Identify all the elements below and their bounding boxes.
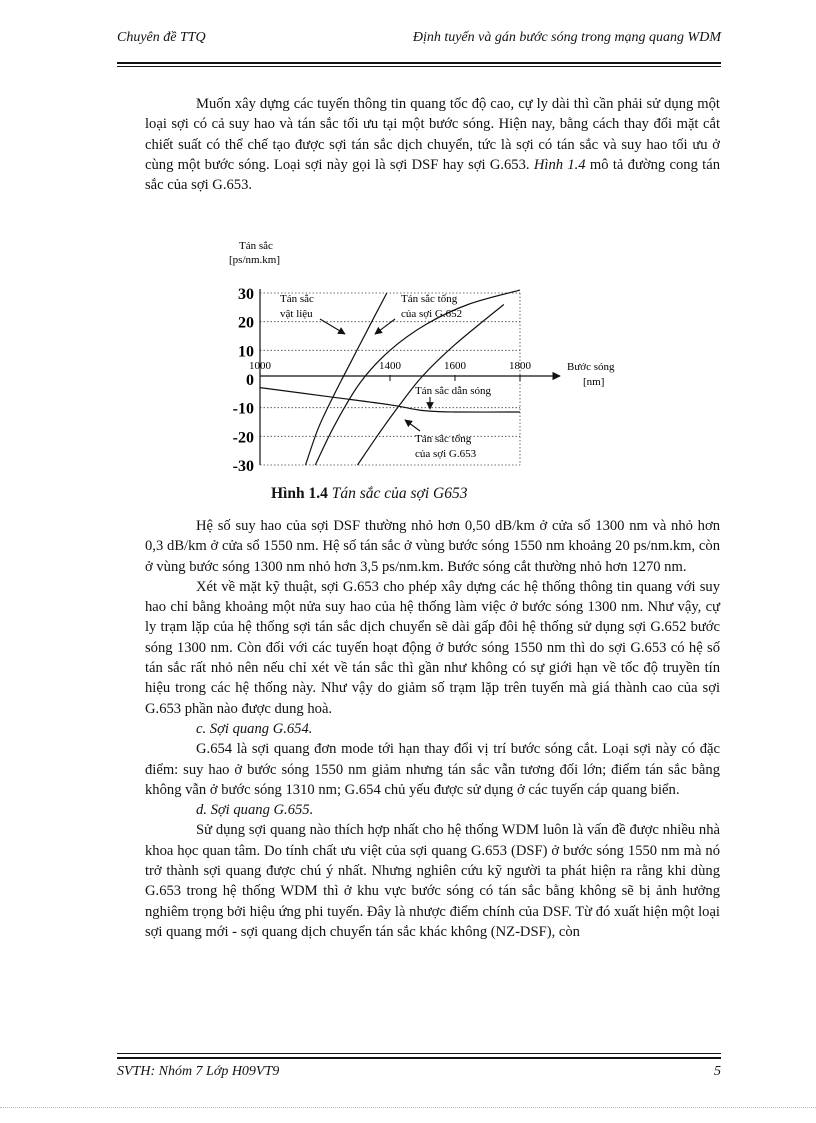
y-axis-unit: [ps/nm.km] bbox=[229, 254, 281, 266]
intro-text bbox=[145, 94, 720, 195]
y-axis-label: Tán sắc bbox=[239, 240, 273, 252]
paragraph: Sử dụng sợi quang nào thích hợp nhất cho hệ thống WDM luôn là vấn đề được nhiều nhà khoa học quan tâm. Do tính chất ưu việt của sợi quang G.653 (DSF) ở bước sóng 1550 nm mà nó trở thành sợi quang được chú ý nhất. Nhưng nghiên cứu kỹ người ta phát hiện ra rằng khi dùng G.653 trong hệ thống WDM thì ở khu vực bước sóng có tán sắc bằng không sẽ bị ảnh hưởng nghiêm trọng bởi hiệu ứng phi tuyến. Đây là nhược điểm chính của DSF. Từ đó xuất hiện một loại sợi quang mới - sợi quang dịch chuyển tán sắc khác không (NZ-DSF), còn bbox=[145, 822, 720, 940]
x-tick-label: 1600 bbox=[444, 360, 466, 372]
caption-text: Tán sắc của sợi G653 bbox=[331, 485, 468, 502]
annotation-waveguide: Tán sắc dẫn sóng bbox=[415, 385, 492, 397]
footer-left: SVTH: Nhóm 7 Lớp H09VT9 bbox=[117, 1064, 280, 1079]
footer-rule-thin bbox=[117, 1053, 721, 1054]
arrow-g652 bbox=[375, 319, 395, 334]
body-text bbox=[145, 516, 720, 942]
y-tick-label: -20 bbox=[232, 429, 254, 447]
annotation-g653-2: của sợi G.653 bbox=[415, 448, 477, 460]
y-tick-label: 10 bbox=[238, 343, 254, 361]
page-edge bbox=[0, 1107, 816, 1108]
annotation-material-2: vật liệu bbox=[280, 308, 313, 320]
dispersion-chart bbox=[225, 237, 625, 472]
caption-label: Hình 1.4 bbox=[271, 485, 332, 502]
figure-caption bbox=[271, 485, 467, 503]
x-tick-label: 1800 bbox=[509, 360, 531, 372]
chart-svg bbox=[225, 237, 625, 472]
annotation-g652-2: của sợi G.652 bbox=[401, 308, 463, 320]
arrow-material bbox=[320, 319, 345, 334]
paragraph: Xét về mặt kỹ thuật, sợi G.653 cho phép xây dựng các hệ thống thông tin quang với suy hao chỉ bằng khoảng một nửa suy hao của hệ thống làm việc ở bước sóng 1300 nm. Như vậy, cự ly trạm lặp của hệ thống sợi tán sắc dịch chuyển sẽ dài gấp đôi hệ thống sử dụng sợi G.652 bước sóng 1300 nm. Còn đối với các tuyến hoạt động ở bước sóng 1550 nm thì do sợi G.653 có hệ số tán sắc rất nhỏ nên nếu chỉ xét về tán sắc thì gần như không có sự giới hạn về tốc độ truyền tín hiệu trong các hệ thống này. Như vậy do giảm số trạm lặp trên tuyến mà giá thành cao của sợi G.653 phần nào được dung hoà. bbox=[145, 578, 720, 717]
annotation-g653-1: Tán sắc tổng bbox=[415, 433, 472, 445]
header-left: Chuyên đề TTQ bbox=[117, 30, 206, 45]
y-tick-label: -10 bbox=[232, 400, 254, 418]
x-axis-unit: [nm] bbox=[583, 376, 605, 388]
figure-reference: Hình 1.4 bbox=[533, 156, 586, 173]
paragraph: Muốn xây dựng các tuyến thông tin quang tốc độ cao, cự ly dài thì cần phải sử dụng một loại sợi có cả suy hao và tán sắc tối ưu tại một bước sóng. Hiện nay, bằng cách thay đổi mặt cắt chiết suất có thể chế tạo được sợi tán sắc dịch chuyển, tức là sợi có tán sắc và suy hao tối ưu ở cùng một bước sóng. Loại sợi này gọi là sợi DSF hay sợi G.653. Hình 1.4 mô tả đường cong tán sắc của sợi G.653. bbox=[145, 96, 721, 194]
section-heading-c: c. Sợi quang G.654. bbox=[196, 720, 313, 737]
y-tick-label: 30 bbox=[238, 286, 254, 303]
page-header bbox=[117, 30, 721, 50]
x-tick-label: 1000 bbox=[249, 360, 271, 372]
y-tick-label: 20 bbox=[238, 314, 254, 332]
header-right: Định tuyến và gán bước sóng trong mạng quang WDM bbox=[412, 30, 721, 45]
header-rule bbox=[117, 62, 721, 64]
section-heading-d: d. Sợi quang G.655. bbox=[196, 802, 314, 819]
x-axis-label: Bước sóng bbox=[567, 361, 615, 373]
paragraph: Hệ số suy hao của sợi DSF thường nhỏ hơn 0,50 dB/km ở cửa sổ 1300 nm và nhỏ hơn 0,3 dB/km ở cửa sổ 1550 nm. Hệ số tán sắc ở vùng bước sóng 1550 nm khoảng 20 ps/nm.km, còn ở vùng bước sóng 1300 nm nhỏ hơn 3,5 ps/nm.km. Bước sóng cắt thường nhỏ hơn 1270 nm. bbox=[145, 518, 720, 575]
footer-rule bbox=[117, 1057, 721, 1059]
annotation-g652-1: Tán sắc tổng bbox=[401, 293, 458, 305]
annotation-material-1: Tán sắc bbox=[280, 293, 314, 305]
x-tick-label: 1400 bbox=[379, 360, 401, 372]
header-rule-thin bbox=[117, 66, 721, 67]
page-footer bbox=[117, 1064, 721, 1080]
arrow-g653 bbox=[405, 420, 420, 431]
page-number: 5 bbox=[714, 1064, 721, 1079]
y-tick-label: 0 bbox=[246, 372, 254, 389]
paragraph: G.654 là sợi quang đơn mode tới hạn thay đổi vị trí bước sóng cắt. Loại sợi này có đặc điểm: suy hao ở bước sóng 1550 nm giảm nhưng tán sắc vẫn tương đối lớn; điểm tán sắc bằng không vẫn ở bước sóng 1310 nm; G.654 chủ yếu được sử dụng ở các tuyến cáp quang biển. bbox=[145, 741, 720, 798]
y-tick-label: -30 bbox=[232, 458, 254, 472]
